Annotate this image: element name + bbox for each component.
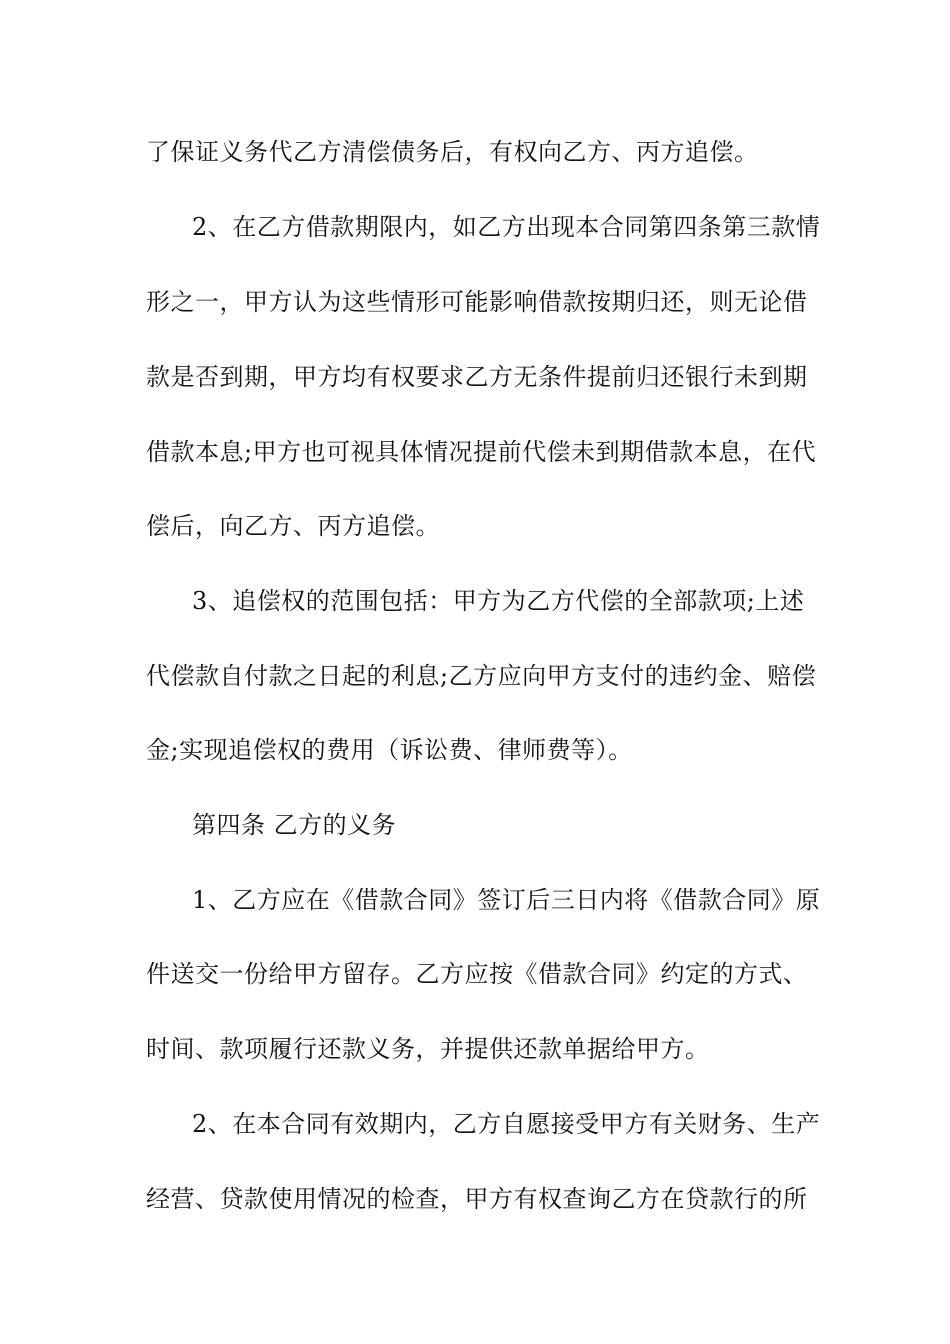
text-line: 件送交一份给甲方留存。乙方应按《借款合同》约定的方式、 bbox=[146, 960, 808, 988]
text-line: 时间、款项履行还款义务，并提供还款单据给甲方。 bbox=[146, 1035, 710, 1063]
text-line: 金;实现追偿权的费用（诉讼费、律师费等）。 bbox=[146, 736, 633, 764]
text-line: 款是否到期，甲方均有权要求乙方无条件提前归还银行未到期 bbox=[146, 363, 808, 391]
text-line: 经营、贷款使用情况的检查，甲方有权查询乙方在贷款行的所 bbox=[146, 1185, 808, 1213]
section-heading: 第四条 乙方的义务 bbox=[192, 811, 397, 839]
text-line: 形之一，甲方认为这些情形可能影响借款按期归还，则无论借 bbox=[146, 288, 808, 316]
paragraph-start: 2、在本合同有效期内，乙方自愿接受甲方有关财务、生产 bbox=[192, 1110, 821, 1138]
text-line: 借款本息;甲方也可视具体情况提前代偿未到期借款本息，在代 bbox=[146, 438, 817, 466]
paragraph-start: 1、乙方应在《借款合同》签订后三日内将《借款合同》原 bbox=[192, 886, 821, 914]
paragraph-start: 3、追偿权的范围包括：甲方为乙方代偿的全部款项;上述 bbox=[192, 587, 805, 615]
text-line: 偿后，向乙方、丙方追偿。 bbox=[146, 512, 440, 540]
text-line: 代偿款自付款之日起的利息;乙方应向甲方支付的违约金、赔偿 bbox=[146, 662, 817, 690]
paragraph-start: 2、在乙方借款期限内，如乙方出现本合同第四条第三款情 bbox=[192, 213, 821, 241]
text-line: 了保证义务代乙方清偿债务后，有权向乙方、丙方追偿。 bbox=[146, 138, 759, 166]
